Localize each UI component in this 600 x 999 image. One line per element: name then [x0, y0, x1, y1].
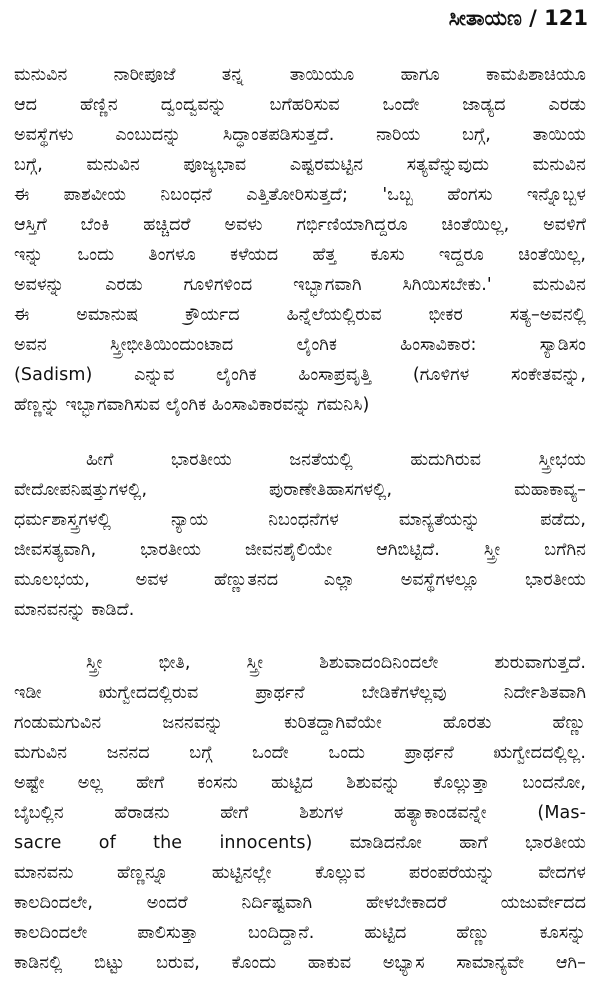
text-line: ವೇದೋಪನಿಷತ್ತುಗಳಲ್ಲಿ, ಪುರಾಣೇತಿಹಾಸಗಳಲ್ಲಿ, ಮಹಾಕಾವ್ಯ– — [14, 480, 586, 500]
text-line: ಇನ್ನು ಒಂದು ತಿಂಗಳೂ ಕಳೆಯದ ಹೆತ್ತ ಕೂಸು ಇದ್ದರೂ ಚಿಂತೆಯಿಲ್ಲ, — [14, 245, 586, 265]
paragraph-2 — [14, 445, 586, 625]
text-line: ಮಾನವನನ್ನು ಕಾಡಿದೆ. — [14, 600, 135, 620]
text-line: ಸ್ತ್ರೀ ಭೀತಿ, ಸ್ತ್ರೀ ಶಿಶುವಾದಂದಿನಿಂದಲೇ ಶುರುವಾಗುತ್ತದೆ. — [86, 653, 586, 673]
text-line: ಈ ಪಾಶವೀಯ ನಿಬಂಧನೆ ಎತ್ತಿತೋರಿಸುತ್ತದೆ; 'ಒಬ್ಬ ಹೆಂಗಸು ಇನ್ನೊಬ್ಬಳ — [14, 185, 586, 205]
text-line: (Sadism) ಎನ್ನುವ ಲೈಂಗಿಕ ಹಿಂಸಾಪ್ರವೃತ್ತಿ (ಗೂಳಿಗಳ ಸಂಕೇತವನ್ನು, — [14, 365, 586, 385]
text-line: sacre of the innocents) ಮಾಡಿದನೋ ಹಾಗೆ ಭಾರತೀಯ — [14, 833, 586, 853]
text-line: ಇಡೀ ಋಗ್ವೇದದಲ್ಲಿರುವ ಪ್ರಾರ್ಥನೆ ಬೇಡಿಕೆಗಳೆಲ್ಲವು ನಿರ್ದೇಶಿತವಾಗಿ — [14, 683, 586, 703]
text-line: ಮಗುವಿನ ಜನನದ ಬಗ್ಗೆ ಒಂದೇ ಒಂದು ಪ್ರಾರ್ಥನೆ ಋಗ್ವೇದದಲ್ಲಿಲ್ಲ. — [14, 743, 586, 763]
paragraph-3 — [14, 648, 586, 978]
text-line: ಅವಳನ್ನು ಎರಡು ಗೂಳಿಗಳಿಂದ ಇಬ್ಭಾಗವಾಗಿ ಸಿಗಿಯಿಸಬೇಕು.' ಮನುವಿನ — [14, 275, 586, 295]
text-line: ಆದ ಹೆಣ್ಣಿನ ದ್ವಂದ್ವವನ್ನು ಬಗೆಹರಿಸುವ ಒಂದೇ ಜಾಡ್ಯದ ಎರಡು — [14, 95, 586, 115]
text-line: ಈ ಅಮಾನುಷ ಕ್ರೌರ್ಯದ ಹಿನ್ನೆಲೆಯಲ್ಲಿರುವ ಭೀಕರ ಸತ್ಯ–ಅವನಲ್ಲಿ — [14, 305, 586, 325]
text-line: ಅವನ ಸ್ತ್ರೀಭೀತಿಯಿಂದುಂಟಾದ ಲೈಂಗಿಕ ಹಿಂಸಾವಿಕಾರ: ಸ್ಯಾಡಿಸಂ — [14, 335, 586, 355]
text-line: ಮೂಲಭಯ, ಅವಳ ಹೆಣ್ಣುತನದ ಎಲ್ಲಾ ಅವಸ್ಥೆಗಳಲ್ಲೂ ಭಾರತೀಯ — [14, 570, 586, 590]
running-header: ಸೀತಾಯಣ / 121 — [448, 6, 588, 30]
text-line: ಹೆಣ್ಣನ್ನು ಇಬ್ಭಾಗವಾಗಿಸುವ ಲೈಂಗಿಕ ಹಿಂಸಾವಿಕಾರವನ್ನು ಗಮನಿಸಿ) — [14, 395, 370, 415]
text-line: ಕಾಲದಿಂದಲೇ, ಅಂದರೆ ನಿರ್ದಿಷ್ಟವಾಗಿ ಹೇಳಬೇಕಾದರೆ ಯಜುರ್ವೇದದ — [14, 893, 586, 913]
text-line: ಅಷ್ಟೇ ಅಲ್ಲ ಹೇಗೆ ಕಂಸನು ಹುಟ್ಟಿದ ಶಿಶುವನ್ನು ಕೊಲ್ಲುತ್ತಾ ಬಂದನೋ, — [14, 773, 586, 793]
text-line: ಗಂಡುಮಗುವಿನ ಜನನವನ್ನು ಕುರಿತದ್ದಾಗಿವೆಯೇ ಹೊರತು ಹೆಣ್ಣು — [14, 713, 586, 733]
text-line: ಬೈಬಲ್ಲಿನ ಹೆರಾಡನು ಹೇಗೆ ಶಿಶುಗಳ ಹತ್ಯಾಕಾಂಡವನ್ನೇ (Mas- — [14, 803, 586, 823]
text-line: ಮನುವಿನ ನಾರೀಪೂಜೆ ತನ್ನ ತಾಯಿಯೂ ಹಾಗೂ ಕಾಮಪಿಶಾಚಿಯೂ — [14, 65, 586, 85]
text-line: ಜೀವಸತ್ಯವಾಗಿ, ಭಾರತೀಯ ಜೀವನಶೈಲಿಯೇ ಆಗಿಬಿಟ್ಟಿದೆ. ಸ್ತ್ರೀ ಬಗೆಗಿನ — [14, 540, 586, 560]
paragraph-1 — [14, 60, 586, 420]
text-line: ಕಾಡಿನಲ್ಲಿ ಬಿಟ್ಟು ಬರುವ, ಕೊಂದು ಹಾಕುವ ಅಭ್ಯಾಸ ಸಾಮಾನ್ಯವೇ ಆಗಿ– — [14, 953, 586, 973]
text-line: ಆಸ್ತಿಗೆ ಬೆಂಕಿ ಹಚ್ಚಿದರೆ ಅವಳು ಗರ್ಭಿಣಿಯಾಗಿದ್ದರೂ ಚಿಂತೆಯಿಲ್ಲ, ಅವಳಿಗೆ — [14, 215, 586, 235]
text-line: ಮಾನವನು ಹೆಣ್ಣನ್ನೂ ಹುಟ್ಟಿನಲ್ಲೇ ಕೊಲ್ಲುವ ಪರಂಪರೆಯನ್ನು ವೇದಗಳ — [14, 863, 586, 883]
text-line: ಕಾಲದಿಂದಲೇ ಪಾಲಿಸುತ್ತಾ ಬಂದಿದ್ದಾನೆ. ಹುಟ್ಟಿದ ಹೆಣ್ಣು ಕೂಸನ್ನು — [14, 923, 586, 943]
text-line: ಅವಸ್ಥೆಗಳು ಎಂಬುದನ್ನು ಸಿದ್ಧಾಂತಪಡಿಸುತ್ತದೆ. ನಾರಿಯ ಬಗ್ಗೆ, ತಾಯಿಯ — [14, 125, 586, 145]
text-line: ಬಗ್ಗೆ, ಮನುವಿನ ಪೂಜ್ಯಭಾವ ಎಷ್ಟರಮಟ್ಟಿನ ಸತ್ಯವೆನ್ನುವುದು ಮನುವಿನ — [14, 155, 586, 175]
text-line: ಹೀಗೆ ಭಾರತೀಯ ಜನತೆಯಲ್ಲಿ ಹುದುಗಿರುವ ಸ್ತ್ರೀಭಯ — [86, 450, 586, 470]
text-line: ಧರ್ಮಶಾಸ್ತ್ರಗಳಲ್ಲಿ ನ್ಯಾಯ ನಿಬಂಧನೆಗಳ ಮಾನ್ಯತೆಯನ್ನು ಪಡೆದು, — [14, 510, 586, 530]
